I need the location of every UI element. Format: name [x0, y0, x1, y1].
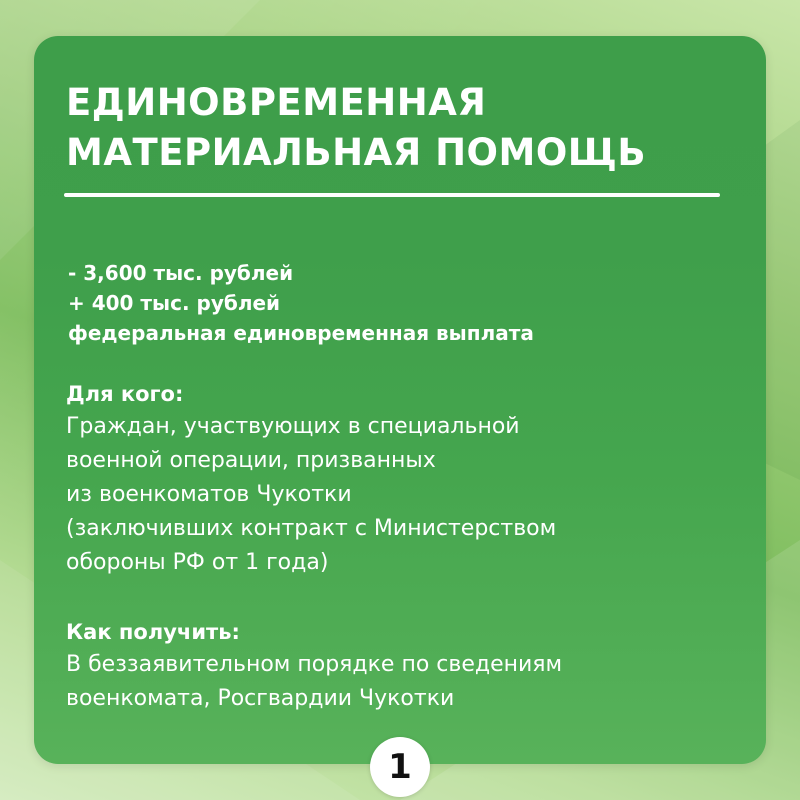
- who-line: Граждан, участвующих в специальной: [66, 414, 520, 439]
- who-line: обороны РФ от 1 года): [66, 550, 329, 575]
- how-section: [66, 616, 562, 716]
- who-line: из военкоматов Чукотки: [66, 482, 352, 507]
- how-heading: Как получить:: [66, 620, 240, 644]
- how-line: В беззаявительном порядке по сведениям: [66, 652, 563, 677]
- title-line-2: МАТЕРИАЛЬНАЯ ПОМОЩЬ: [66, 131, 647, 174]
- who-section: [66, 378, 556, 580]
- who-line: военной операции, призванных: [66, 448, 436, 473]
- info-card: [34, 36, 766, 764]
- amount-line: - 3,600 тыс. рублей: [68, 261, 294, 285]
- how-line: военкомата, Росгвардии Чукотки: [66, 686, 455, 711]
- amounts-block: [68, 258, 534, 348]
- who-heading: Для кого:: [66, 382, 184, 406]
- card-title: [66, 78, 736, 178]
- amount-description: федеральная единовременная выплата: [68, 321, 534, 345]
- amount-line: + 400 тыс. рублей: [68, 291, 281, 315]
- page-number-badge: 1: [370, 737, 430, 797]
- title-divider: [64, 193, 720, 197]
- title-line-1: ЕДИНОВРЕМЕННАЯ: [66, 81, 487, 124]
- who-line: (заключивших контракт с Министерством: [66, 516, 557, 541]
